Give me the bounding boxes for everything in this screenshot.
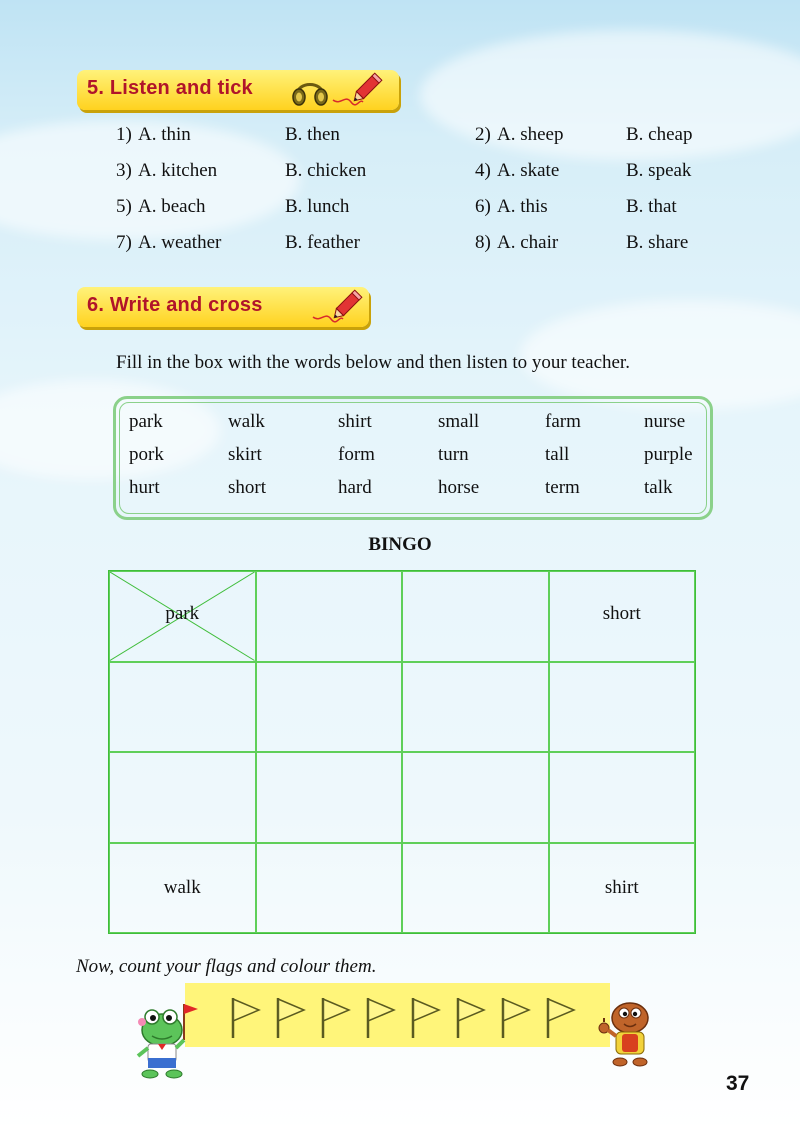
pencil-icon xyxy=(329,72,385,108)
bingo-cell[interactable] xyxy=(256,752,403,843)
option-b[interactable]: B. chicken xyxy=(285,160,367,181)
item-number: 4) xyxy=(475,160,491,181)
word-bank-word: form xyxy=(338,444,375,465)
section-6-banner xyxy=(77,287,369,327)
section-6-title: 6. Write and cross xyxy=(87,294,263,316)
bingo-cell[interactable] xyxy=(549,752,696,843)
item-number: 7) xyxy=(116,232,132,253)
word-bank-word: talk xyxy=(644,477,673,498)
item-number: 6) xyxy=(475,196,491,217)
flag-outline-icon[interactable] xyxy=(319,996,353,1040)
bingo-cell[interactable] xyxy=(402,843,549,934)
option-b[interactable]: B. cheap xyxy=(626,124,693,145)
word-bank-word: hurt xyxy=(129,477,160,498)
word-bank-word: skirt xyxy=(228,444,262,465)
word-bank-word: short xyxy=(228,477,266,498)
word-bank-word: park xyxy=(129,411,163,432)
flag-outline-icon[interactable] xyxy=(364,996,398,1040)
flag-outline-icon[interactable] xyxy=(544,996,578,1040)
word-bank-word: pork xyxy=(129,444,164,465)
flag-outline-icon[interactable] xyxy=(274,996,308,1040)
bingo-grid xyxy=(108,570,696,934)
flag-outline-icon[interactable] xyxy=(499,996,533,1040)
word-bank-word: shirt xyxy=(338,411,372,432)
word-bank-word: term xyxy=(545,477,580,498)
bingo-cell-word: short xyxy=(602,603,641,625)
item-number: 8) xyxy=(475,232,491,253)
option-a[interactable]: A. weather xyxy=(138,232,222,253)
option-b[interactable]: B. that xyxy=(626,196,677,217)
bingo-cell[interactable] xyxy=(109,752,256,843)
bingo-cell[interactable] xyxy=(402,662,549,753)
bingo-cell-crossed[interactable] xyxy=(109,571,256,662)
frog-character-icon xyxy=(128,1000,210,1080)
bingo-cell[interactable] xyxy=(109,843,256,934)
bingo-cell[interactable] xyxy=(549,843,696,934)
option-b[interactable]: B. share xyxy=(626,232,689,253)
word-bank-word: turn xyxy=(438,444,469,465)
section-5-title: 5. Listen and tick xyxy=(87,77,253,99)
section-5-banner xyxy=(77,70,399,110)
item-number: 5) xyxy=(116,196,132,217)
bingo-title: BINGO xyxy=(368,534,432,555)
bingo-cell-word: park xyxy=(165,603,200,625)
item-number: 3) xyxy=(116,160,132,181)
flag-outline-icon[interactable] xyxy=(454,996,488,1040)
bingo-cell[interactable] xyxy=(402,571,549,662)
word-bank-word: purple xyxy=(644,444,693,465)
word-bank-word: nurse xyxy=(644,411,686,432)
page-number: 37 xyxy=(726,1072,750,1095)
section-6-instruction: Fill in the box with the words below and then listen to your teacher. xyxy=(116,352,630,373)
pencil-icon xyxy=(309,289,365,325)
bingo-cell[interactable] xyxy=(256,662,403,753)
option-a[interactable]: A. this xyxy=(497,196,548,217)
word-bank-box xyxy=(113,396,713,520)
option-b[interactable]: B. then xyxy=(285,124,340,145)
word-bank-word: horse xyxy=(438,477,480,498)
option-b[interactable]: B. speak xyxy=(626,160,692,181)
bingo-cell[interactable] xyxy=(402,752,549,843)
bingo-cell[interactable] xyxy=(549,662,696,753)
option-b[interactable]: B. lunch xyxy=(285,196,350,217)
option-a[interactable]: A. beach xyxy=(138,196,206,217)
bingo-cell[interactable] xyxy=(549,571,696,662)
word-bank-word: walk xyxy=(228,411,265,432)
bingo-cell-word: shirt xyxy=(604,876,639,898)
bird-character-icon xyxy=(596,998,658,1068)
word-bank-word: tall xyxy=(545,444,570,465)
flag-outline-icon[interactable] xyxy=(409,996,443,1040)
count-flags-instruction: Now, count your flags and colour them. xyxy=(76,956,377,977)
word-bank-word: farm xyxy=(545,411,581,432)
headphones-icon xyxy=(291,75,329,107)
option-a[interactable]: A. skate xyxy=(497,160,560,181)
bingo-cell[interactable] xyxy=(109,662,256,753)
bingo-cell[interactable] xyxy=(256,571,403,662)
word-bank-word: hard xyxy=(338,477,372,498)
item-number: 2) xyxy=(475,124,491,145)
bingo-cell-word: walk xyxy=(163,876,201,898)
option-a[interactable]: A. chair xyxy=(497,232,559,253)
option-a[interactable]: A. thin xyxy=(138,124,191,145)
option-a[interactable]: A. sheep xyxy=(497,124,564,145)
option-b[interactable]: B. feather xyxy=(285,232,360,253)
option-a[interactable]: A. kitchen xyxy=(138,160,218,181)
bingo-cell[interactable] xyxy=(256,843,403,934)
word-bank-word: small xyxy=(438,411,480,432)
item-number: 1) xyxy=(116,124,132,145)
flag-outline-icon[interactable] xyxy=(229,996,263,1040)
